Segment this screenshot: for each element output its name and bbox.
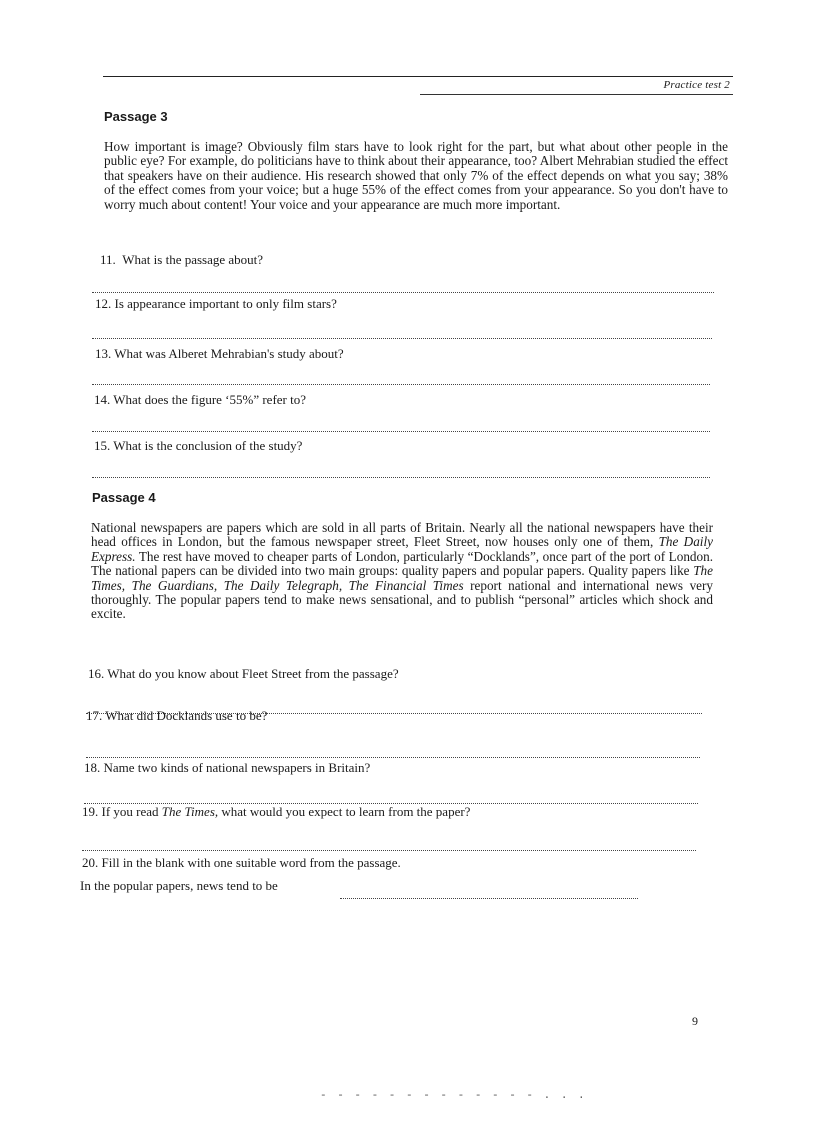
question-12: 12. Is appearance important to only film stars? (95, 296, 337, 311)
passage-4-text-part3: report national and international news very thoroughly. The popular papers tend to make news sensational, and to publish “personal” articles which shock and excite. (91, 577, 713, 622)
question-20: 20. Fill in the blank with one suitable word from the passage. (82, 855, 401, 870)
question-18: 18. Name two kinds of national newspapers in Britain? (84, 760, 371, 775)
question-19-italic: The Times, (161, 804, 219, 819)
answer-line-19[interactable] (82, 850, 696, 851)
answer-line-13[interactable] (92, 384, 710, 385)
running-head: Practice test 2 (663, 79, 730, 91)
answer-line-14[interactable] (92, 431, 710, 432)
question-11: 11. What is the passage about? (100, 252, 264, 267)
passage-4-title: Passage 4 (92, 490, 156, 505)
question-15: 15. What is the conclusion of the study? (94, 438, 303, 453)
question-20-sentence: In the popular papers, news tend to be (80, 878, 278, 893)
page-number: 9 (692, 1014, 698, 1028)
passage-3-title: Passage 3 (104, 109, 168, 124)
passage-4-italic-daily-express: The Daily Express. (91, 534, 713, 564)
question-19 (82, 804, 470, 819)
header-rule (103, 76, 733, 77)
question-16: 16. What do you know about Fleet Street from the passage? (88, 666, 399, 681)
question-14: 14. What does the figure ‘55%” refer to? (94, 392, 307, 407)
answer-line-12[interactable] (92, 338, 712, 339)
footer-dashes: - - - - - - - - - - - - - . . . (320, 1090, 587, 1102)
question-17: 17. What did Docklands use to be? (86, 708, 268, 723)
passage-3-text: How important is image? Obviously film stars have to look right for the part, but what about other people in the public eye? For example, do politicians have to think about their appearance, too? Albert Mehrabian studied the effect that speakers have on their audience. His research showed that only 7% of the effect depends on what you say; 38% of the effect comes from your voice; but a huge 55% of the effect comes from your appearance. So you don't have to worry much about content! Your voice and your appearance are much more important. (104, 139, 728, 212)
answer-line-15[interactable] (92, 477, 710, 478)
question-19-suffix: what would you expect to learn from the paper? (218, 804, 471, 819)
question-13: 13. What was Alberet Mehrabian's study about? (95, 346, 344, 361)
question-19-prefix: 19. If you read (82, 804, 162, 819)
header-rule-secondary (420, 94, 733, 95)
passage-4-text (91, 521, 713, 622)
passage-4-text-part2: The rest have moved to cheaper parts of London, particularly “Docklands”, once part of the port of London. The national papers can be divided into two main groups: quality papers and popular papers. Quality papers like (91, 548, 713, 579)
passage-4-text-part1: National newspapers are papers which are sold in all parts of Britain. Nearly all the national newspapers have their head offices in London, but the famous newspaper street, Fleet Street, now houses only one of them, (91, 520, 713, 550)
answer-line-11[interactable] (92, 292, 714, 293)
passage-4-italic-quality-papers: The Times, The Guardians, The Daily Telegraph, The Financial Times (91, 563, 713, 593)
answer-line-17[interactable] (86, 757, 700, 758)
answer-blank-20[interactable] (340, 898, 638, 899)
